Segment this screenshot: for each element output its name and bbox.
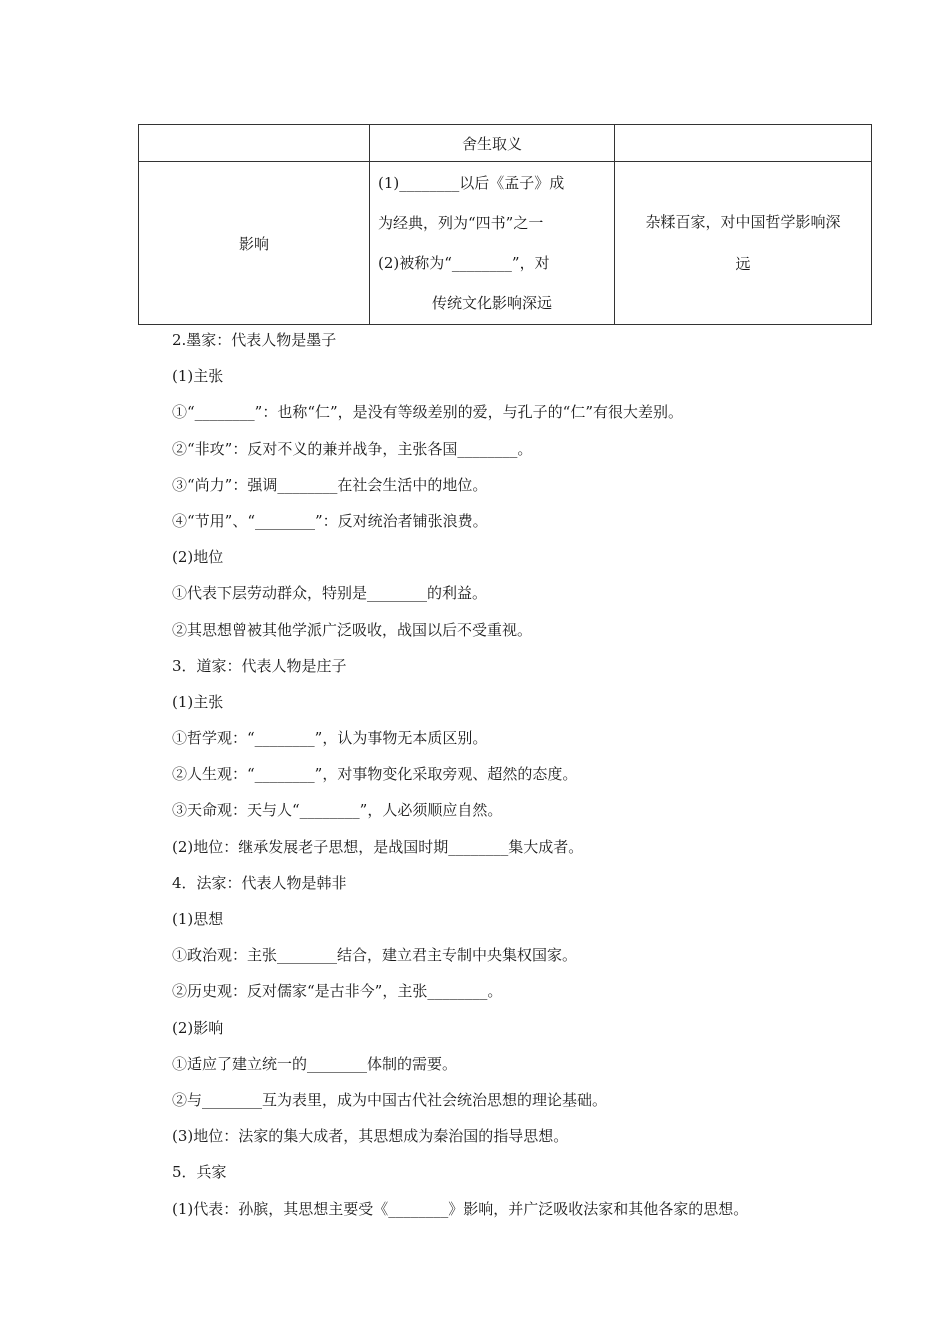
list-item: ②历史观：反对儒家“是古非今”，主张________。: [172, 982, 503, 1001]
list-item: ①哲学观：“________”，认为事物无本质区别。: [172, 729, 488, 748]
list-item: ①“________”：也称“仁”，是没有等级差别的爱，与孔子的“仁”有很大差别。: [172, 403, 684, 422]
list-item: ①适应了建立统一的________体制的需要。: [172, 1054, 458, 1073]
list-item: ③天命观：天与人“________”，人必须顺应自然。: [172, 801, 503, 820]
table-cell: [615, 162, 872, 325]
list-item: ③“尚力”：强调________在社会生活中的地位。: [172, 475, 488, 494]
subheading: (2)地位：继承发展老子思想，是战国时期________集大成者。: [172, 837, 584, 856]
comparison-table: [138, 124, 872, 325]
table-cell: [370, 162, 615, 325]
subheading: (1)主张: [172, 367, 224, 386]
cell-line: 杂糅百家，对中国哲学影响深: [645, 213, 841, 231]
list-item: (1)代表：孙膑，其思想主要受《________》影响，并广泛吸收法家和其他各家的思想。: [172, 1199, 749, 1218]
list-item: ①政治观：主张________结合，建立君主专制中央集权国家。: [172, 946, 578, 965]
cell-line: (2)被称为“________”，对: [378, 254, 550, 272]
subheading: (3)地位：法家的集大成者，其思想成为秦治国的指导思想。: [172, 1127, 569, 1146]
cell-line: 为经典，列为“四书”之一: [378, 214, 544, 232]
subheading: (1)思想: [172, 910, 224, 928]
section-heading-legalism: 4．法家：代表人物是韩非: [172, 873, 347, 892]
table-row: [139, 125, 872, 162]
table-cell: 舍生取义: [370, 125, 615, 162]
list-item: ②人生观：“________”，对事物变化采取旁观、超然的态度。: [172, 765, 578, 784]
cell-line: (1)________以后《孟子》成: [378, 174, 565, 192]
subheading: (2)地位: [172, 548, 224, 567]
subheading: (2)影响: [172, 1018, 224, 1037]
table-row: [139, 162, 872, 325]
subheading: (1)主张: [172, 692, 224, 711]
table-cell: [615, 125, 872, 162]
section-heading-taoism: 3．道家：代表人物是庄子: [172, 656, 347, 675]
document-body: [172, 322, 862, 1227]
table-row-label: 影响: [139, 162, 370, 325]
list-item: ②“非攻”：反对不义的兼并战争，主张各国________。: [172, 439, 533, 458]
table-cell: [139, 125, 370, 162]
section-heading-military: 5．兵家: [172, 1163, 227, 1182]
cell-line: 远: [735, 255, 751, 273]
list-item: ②其思想曾被其他学派广泛吸收，战国以后不受重视。: [172, 620, 533, 639]
section-heading-mohism: 2.墨家：代表人物是墨子: [172, 331, 337, 349]
list-item: ②与________互为表里，成为中国古代社会统治思想的理论基础。: [172, 1090, 608, 1109]
list-item: ①代表下层劳动群众，特别是________的利益。: [172, 584, 488, 603]
cell-line: 传统文化影响深远: [431, 294, 552, 312]
list-item: ④“节用”、“________”：反对统治者铺张浪费。: [172, 511, 488, 530]
